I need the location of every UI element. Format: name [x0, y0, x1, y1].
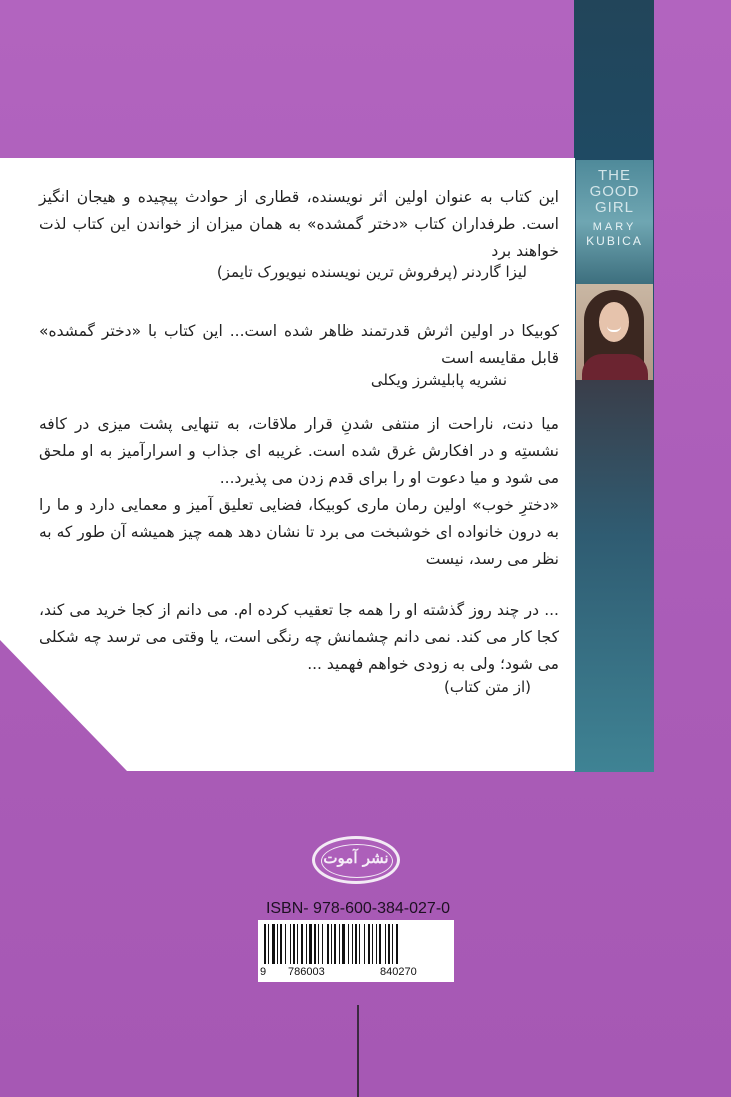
barcode-bar — [314, 924, 316, 964]
barcode-bar — [368, 924, 370, 964]
cover-title-line-1: THE — [598, 167, 631, 184]
book-excerpt: ... در چند روز گذشته او را همه جا تعقیب کرده ام. می دانم از کجا خرید می کند، کجا کار می کند. نمی دانم چشمانش چه رنگی است، یا وقتی می ترسد چه شکلی می شود؛ ولی به زودی خواهم فهمید ... — [39, 601, 559, 673]
barcode-bar — [334, 924, 336, 964]
barcode-bar — [290, 924, 291, 964]
publisher-logo-text: نشر آموت — [323, 849, 389, 867]
barcode-bar — [342, 924, 345, 964]
isbn-label: ISBN- 978-600-384-027-0 — [265, 900, 451, 917]
review-attribution-2: نشریه پابلیشرز ویکلی — [370, 371, 507, 389]
barcode-bars — [264, 924, 448, 966]
barcode-bar — [272, 924, 275, 964]
barcode-bar — [385, 924, 386, 964]
synopsis-paragraph-1: میا دنت، ناراحت از منتفی شدنِ قرار ملاقات، به تنهایی پشت میزی در کافه نشستِه و در افکارش غرق شده است. غریبه ای جذاب و اسرارآمیز به او ملحق می شود و میا دعوت او را برای قدم زدن می پذیرد... — [39, 415, 559, 487]
barcode-bar — [301, 924, 303, 964]
barcode-bar — [277, 924, 278, 964]
barcode-bar — [355, 924, 357, 964]
excerpt-attribution: (از متن کتاب) — [444, 678, 531, 696]
barcode-bar — [297, 924, 298, 964]
barcode-bar — [327, 924, 329, 964]
barcode-bar — [322, 924, 323, 964]
barcode-bar — [264, 924, 266, 964]
barcode-bar — [285, 924, 286, 964]
synopsis-paragraph-2: «دخترِ خوب» اولین رمان ماری کوبیکا، فضایی تعلیق آمیز و معمایی دارد و ما را به درون خانواده ای خوشبخت می برد تا نشان دهد همه چیز همیشه آن طور که به نظر می رسد، نیست — [39, 496, 559, 568]
cover-title-line-3: GIRL — [594, 199, 634, 216]
front-cover-thumbnail — [576, 160, 653, 284]
barcode-bar — [318, 924, 319, 964]
barcode-bar — [268, 924, 269, 964]
publisher-logo — [312, 836, 400, 884]
cover-author-first: MARY — [592, 221, 637, 233]
barcode-bar — [306, 924, 307, 964]
barcode-right-digits: 840270 — [380, 966, 417, 978]
cover-author-last: KUBICA — [586, 234, 643, 248]
cover-title-line-2: GOOD — [589, 183, 640, 200]
barcode-bar — [379, 924, 381, 964]
author-photo — [576, 284, 653, 380]
barcode-bar — [280, 924, 282, 964]
synopsis — [39, 411, 559, 573]
barcode-bar — [352, 924, 353, 964]
barcode-bar — [364, 924, 365, 964]
barcode-bar — [331, 924, 332, 964]
barcode-bar — [309, 924, 312, 964]
barcode-bar — [293, 924, 295, 964]
barcode-bar — [372, 924, 373, 964]
barcode-bar — [396, 924, 398, 964]
author-shirt — [582, 354, 648, 380]
barcode — [258, 920, 454, 982]
review-quote-2: کوبیکا در اولین اثرش قدرتمند ظاهر شده است... این کتاب با «دختر گمشده» قابل مقایسه است — [39, 322, 559, 367]
fold-line — [357, 1005, 359, 1097]
barcode-bar — [392, 924, 393, 964]
barcode-lead-digit: 9 — [260, 966, 267, 978]
barcode-bar — [348, 924, 349, 964]
barcode-bar — [376, 924, 377, 964]
barcode-bar — [388, 924, 390, 964]
barcode-bar — [359, 924, 360, 964]
review-quote-1: این کتاب به عنوان اولین اثر نویسنده، قطاری از حوادث پیچیده و هیجان انگیز است. طرفداران کتاب «دختر گمشده» به همان میزان از خواندن این کتاب لذت خواهند برد — [39, 188, 559, 260]
review-attribution-1: لیزا گاردنر (پرفروش ترین نویسنده نیویورک تایمز) — [216, 263, 527, 281]
barcode-bar — [339, 924, 340, 964]
author-face — [599, 302, 629, 342]
barcode-left-digits: 786003 — [288, 966, 325, 978]
spine-strip-lower — [574, 380, 654, 772]
